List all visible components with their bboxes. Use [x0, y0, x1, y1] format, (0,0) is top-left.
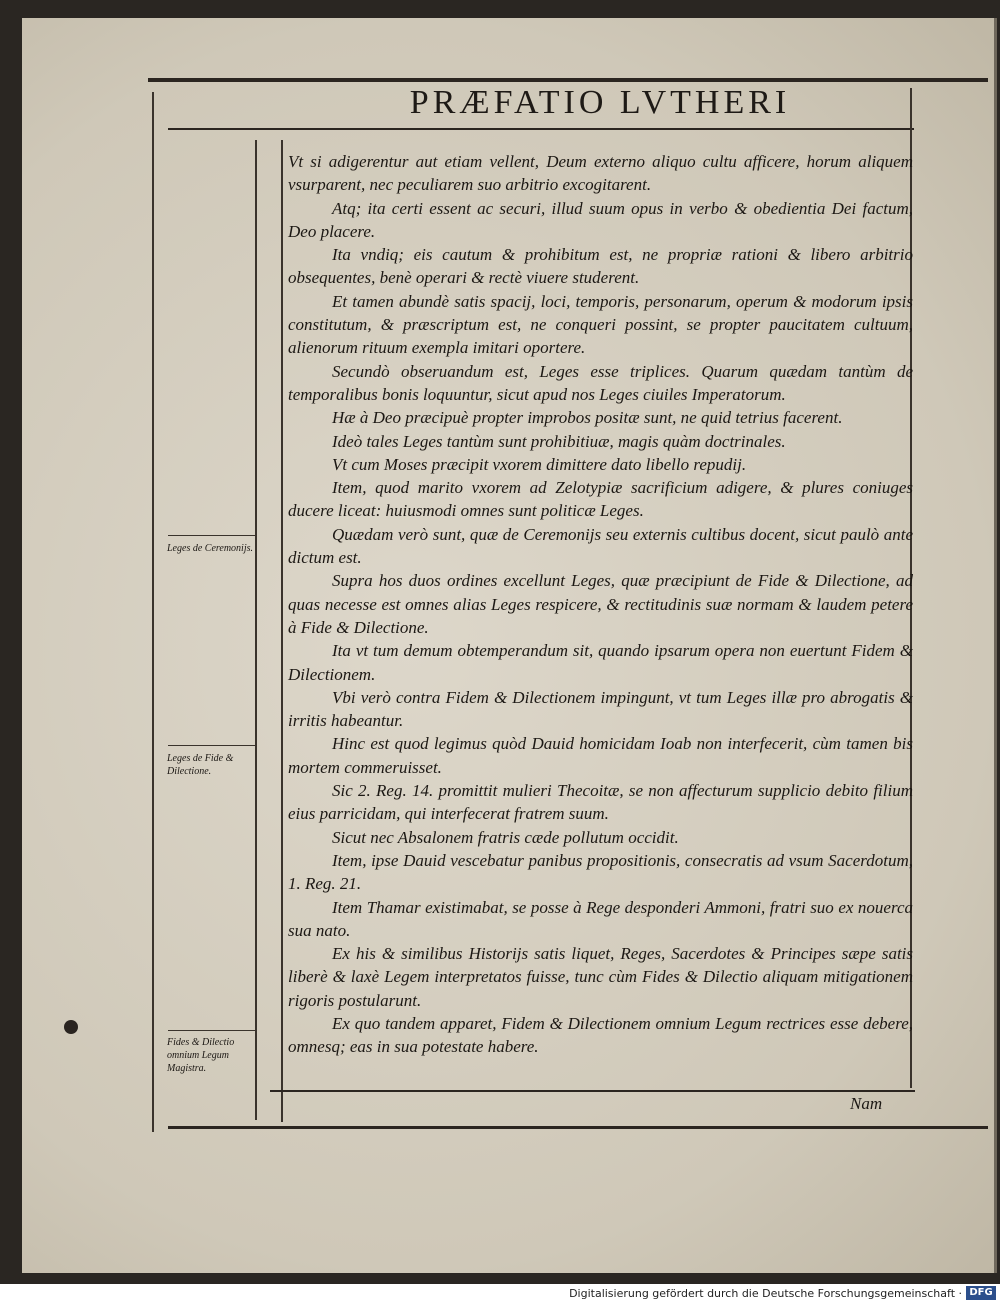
margin-note-ceremonies: Leges de Ceremonijs.	[167, 543, 254, 554]
body-text	[288, 150, 913, 1059]
dfg-logo: DFG	[966, 1286, 996, 1300]
left-frame-rule	[152, 92, 154, 1132]
paragraph: Atq; ita certi essent ac securi, illud suum opus in verbo & obedientia Dei factum, Deo placere.	[288, 198, 913, 241]
margin-box-divider	[168, 745, 256, 746]
header-bottom-rule	[168, 128, 914, 130]
paragraph: Item, quod marito vxorem ad Zelotypiæ sacrificium adigere, & plures coniuges ducere liceat: huiusmodi omnes sunt politicæ Leges.	[288, 478, 913, 521]
catchword: Nam	[850, 1094, 883, 1113]
margin-note-master: Fides & Dilectio omnium Legum Magistra.	[167, 1037, 235, 1074]
paragraph: Hinc est quod legimus quòd Dauid homicidam Ioab non interfecerit, cùm tamen bis mortem commeruisset.	[288, 734, 913, 777]
paragraph: Vt si adigerentur aut etiam vellent, Deum externo aliquo cultu afficere, horum aliquem vsurparent, nec peculiarem suo arbitrio excogitarent.	[288, 152, 913, 195]
margin-box-divider	[168, 535, 256, 536]
text-column-rule	[281, 140, 283, 1122]
text-bottom-rule	[270, 1090, 915, 1092]
paragraph: Ita vt tum demum obtemperandum sit, quando ipsarum opera non euertunt Fidem & Dilectionem.	[288, 641, 913, 684]
margin-note-faith-love: Leges de Fide & Dilectione.	[167, 753, 234, 777]
paragraph: Secundò obseruandum est, Leges esse triplices. Quarum quædam tantùm de temporalibus bonis loquuntur, sicut apud nos Leges ciuiles Imperatorum.	[288, 361, 913, 404]
running-head: PRÆFATIO LVTHERI	[409, 84, 791, 121]
margin-column-rule	[255, 140, 257, 1120]
paragraph: Vbi verò contra Fidem & Dilectionem impingunt, vt tum Leges illæ pro abrogatis & irritis habeantur.	[288, 687, 913, 731]
paragraph: Ex his & similibus Historijs satis liquet, Reges, Sacerdotes & Principes sæpe satis liberè & laxè Legem interpretatos fuisse, tunc cùm Fides & Dilectio aliquam mitigationem rigoris postularunt.	[288, 944, 913, 1010]
paragraph: Vt cum Moses præcipit vxorem dimittere dato libello repudij.	[332, 454, 747, 474]
paragraph: Ita vndiq; eis cautum & prohibitum est, ne propriæ rationi & libero arbitrio obsequentes, benè operari & rectè viuere studerent.	[288, 245, 913, 288]
paragraph: Ex quo tandem apparet, Fidem & Dilectionem omnium Legum rectrices esse debere, omnesq; eas in sua potestate habere.	[288, 1013, 913, 1057]
paragraph: Ideò tales Leges tantùm sunt prohibitiuæ, magis quàm doctrinales.	[332, 431, 786, 451]
page-bottom-rule	[168, 1126, 988, 1129]
paragraph: Quædam verò sunt, quæ de Ceremonijs seu externis cultibus docent, sicut paulò ante dictum est.	[288, 524, 913, 568]
paragraph: Item, ipse Dauid vescebatur panibus propositionis, consecratis ad vsum Sacerdotum, 1. Reg. 21.	[288, 850, 913, 894]
paragraph: Item Thamar existimabat, se posse à Rege desponderi Ammoni, fratri suo ex nouerca sua nato.	[288, 897, 913, 940]
page-hole-mark	[64, 1020, 78, 1034]
paragraph: Et tamen abundè satis spacij, loci, temporis, personarum, operum & modorum ipsis constitutum, & præscriptum est, ne conqueri possint, se propter paucitatem cultuum, alienorum rituum exempla imitari oportere.	[288, 291, 913, 358]
margin-box-divider	[168, 1030, 256, 1031]
paragraph: Hæ à Deo præcipuè propter improbos positæ sunt, ne quid tetrius facerent.	[332, 408, 843, 428]
paragraph: Sic 2. Reg. 14. promittit mulieri Thecoitæ, se non affecturum supplicio debito filium eius parricidam, qui interfecerat fratrem suum.	[288, 781, 913, 824]
paragraph: Supra hos duos ordines excellunt Leges, quæ præcipiunt de Fide & Dilectione, ad quas necesse est omnes alias Leges respicere, & rectitudinis suæ normam & laudem petere à Fide & Dilectione.	[288, 571, 913, 637]
paragraph: Sicut nec Absalonem fratris cæde pollutum occidit.	[332, 827, 679, 847]
footer-credit: Digitalisierung gefördert durch die Deutsche Forschungsgemeinschaft ·	[569, 1287, 962, 1300]
